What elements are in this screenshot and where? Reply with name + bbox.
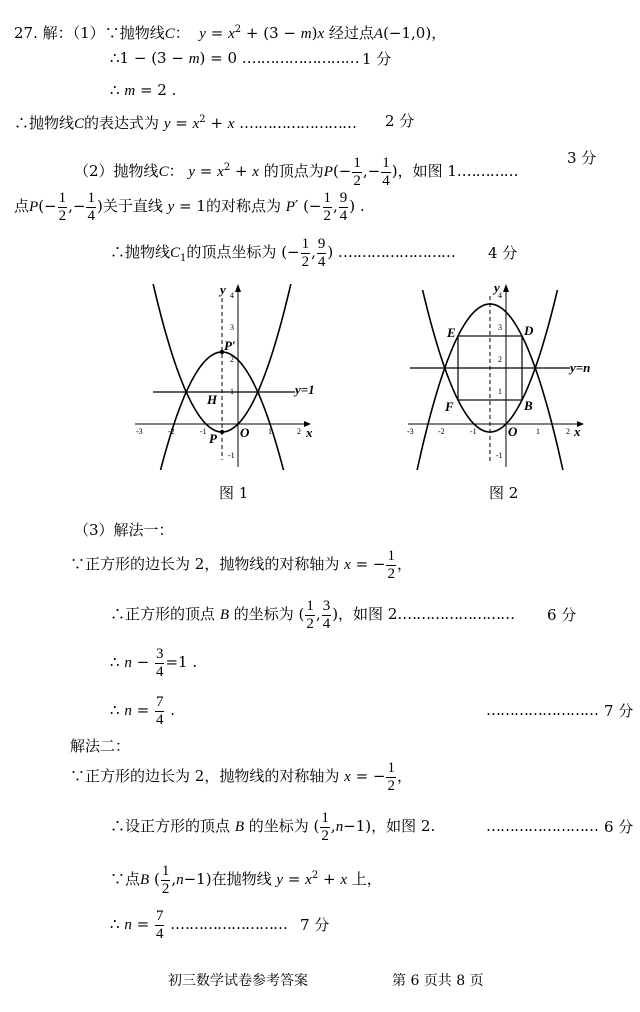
tick-y: 1 — [230, 387, 234, 396]
line-method2: 解法二： — [70, 737, 131, 755]
tick-y: 4 — [230, 291, 234, 300]
score-6b: 6 分 — [604, 818, 634, 836]
tick-x: 1 — [536, 427, 540, 436]
parabola-c1 — [142, 352, 308, 470]
tick-x: 1 — [268, 427, 272, 436]
label-p: P — [209, 431, 217, 446]
tick-y: -1 — [496, 451, 503, 460]
label-o: O — [240, 425, 250, 440]
label-h: H — [207, 392, 218, 407]
problem-number: 27. — [14, 24, 38, 42]
score-1: 1 分 — [362, 50, 392, 68]
line-part3: （3）解法一： — [74, 521, 174, 539]
footer-page: 第 6 页共 8 页 — [392, 973, 484, 989]
line-m2-2: ∴设正方形的顶点 B 的坐标为 ( $\frac{1}{2}$ ,n−1)，如图 2. — [110, 809, 436, 844]
tick-x: 2 — [297, 427, 301, 436]
score-6a: 6 分 — [547, 606, 577, 624]
line-m2-4: ∴ n = $\frac{7}{4}$ .…………………… — [110, 907, 287, 942]
score-4: 4 分 — [488, 244, 518, 262]
parabola-c — [142, 280, 308, 432]
tick-x: -1 — [470, 427, 477, 436]
tick-y: 1 — [498, 387, 502, 396]
label-line-y1: y=1 — [295, 382, 315, 397]
tick-y: 3 — [498, 323, 502, 332]
figure-2 — [398, 280, 598, 470]
line-3: ∴ m = 2 . — [110, 81, 177, 99]
figure-2-caption: 图 2 — [489, 484, 519, 502]
label-o: O — [508, 424, 518, 439]
tick-y: 3 — [230, 323, 234, 332]
line-m2-3: ∵点B ( $\frac{1}{2}$ ,n−1)在抛物线 $y = x^2 + x$ 上， — [110, 862, 382, 897]
tick-y: 4 — [498, 291, 502, 300]
score-2: 2 分 — [385, 112, 415, 130]
tick-y: -1 — [228, 451, 235, 460]
tick-x: -2 — [438, 427, 445, 436]
line-m1-4: ∴ n = $\frac{7}{4}$ . — [110, 693, 175, 728]
tick-x: -1 — [200, 427, 207, 436]
label-e: E — [447, 325, 456, 340]
label-x: x — [574, 424, 581, 439]
score-7a: 7 分 — [604, 702, 634, 720]
figure-1-caption: 图 1 — [219, 484, 249, 502]
line-5: （2）抛物线C： $y = x^2 + x$ 的顶点为P(− $\frac{1}{2}$ ,− $\frac{1}{4}$ )，如图 1.………… — [74, 154, 518, 189]
label-d: D — [524, 323, 534, 338]
tick-y: 2 — [230, 355, 234, 364]
line-m2-1: ∵正方形的边长为 2，抛物线的对称轴为 x = − $\frac{1}{2}$ ， — [70, 759, 412, 794]
label-f: F — [445, 399, 454, 414]
point-p — [220, 430, 224, 434]
label-x: x — [306, 425, 313, 440]
line-m1-2: ∴正方形的顶点 B 的坐标为 ( $\frac{1}{2}$ , $\frac{3}{4}$ )，如图 2.…………………… — [110, 597, 515, 632]
line-1: 27. 解：（1）∵抛物线C： $y = x^2 + (3 - m)x$ 经过点A(−1,0)， — [14, 24, 447, 42]
footer-title: 初三数学试卷参考答案 — [168, 973, 308, 989]
label-y: y — [220, 282, 226, 297]
label-y: y — [494, 280, 500, 295]
parabola-c — [410, 280, 576, 432]
line-6: 点P(− $\frac{1}{2}$ ,− $\frac{1}{4}$ )关于直线 y = 1的对称点为 P′ (− $\frac{1}{2}$ , $\frac{9}{4}$ ) . — [14, 189, 365, 224]
label-b: B — [524, 398, 533, 413]
parabola-c1 — [410, 304, 576, 470]
line-2: ∴1 − (3 − m) = 0 .…………………… — [110, 49, 359, 67]
tick-y: 2 — [498, 355, 502, 364]
tick-x: 2 — [566, 427, 570, 436]
line-4: ∴抛物线C的表达式为 $y = x^2 + x$ .…………………… — [14, 114, 356, 132]
label-line-yn: y=n — [570, 360, 591, 375]
score-3: 3 分 — [567, 149, 597, 167]
line-m1-1: ∵正方形的边长为 2，抛物线的对称轴为 x = − $\frac{1}{2}$ ， — [70, 547, 412, 582]
tick-x: -3 — [136, 427, 143, 436]
score-7b: 7 分 — [300, 916, 330, 934]
line-7: ∴抛物线$C_1$的顶点坐标为 (− $\frac{1}{2}$ , $\frac{9}{4}$ ) .…………………… — [110, 235, 455, 270]
tick-x: -3 — [407, 427, 414, 436]
label-p-prime: P′ — [224, 338, 236, 353]
tick-x: -2 — [168, 427, 175, 436]
figure-1 — [125, 280, 325, 470]
line-m1-3: ∴ n − $\frac{3}{4}$ =1 . — [110, 645, 198, 680]
